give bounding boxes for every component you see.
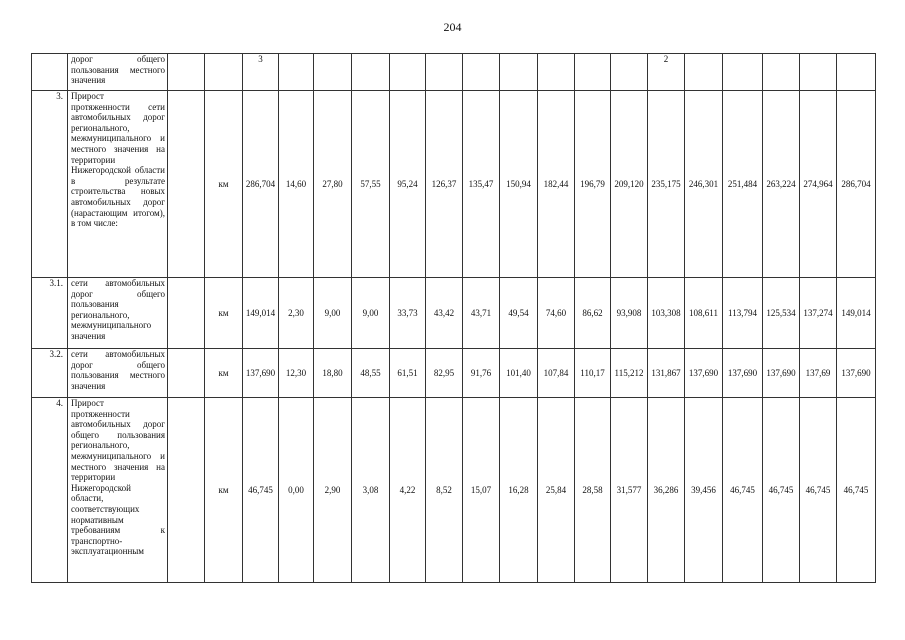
value-cell: 150,94 (500, 91, 538, 278)
indicator-name-cell: дорог общего пользования местного значения (68, 54, 168, 91)
value-cell: 137,690 (243, 349, 279, 398)
table-row (32, 278, 876, 349)
value-cell: 27,80 (314, 91, 352, 278)
value-cell: 2 (648, 54, 685, 91)
value-cell (314, 54, 352, 91)
value-cell: 286,704 (243, 91, 279, 278)
unit-cell: км (205, 91, 243, 278)
value-cell: 107,84 (538, 349, 575, 398)
row-number-cell: 3.1. (32, 278, 68, 349)
value-cell: 209,120 (611, 91, 648, 278)
data-table (31, 53, 876, 583)
unit-cell: км (205, 278, 243, 349)
value-cell (800, 54, 837, 91)
value-cell: 286,704 (837, 91, 876, 278)
value-cell: 135,47 (463, 91, 500, 278)
value-cell: 86,62 (575, 278, 611, 349)
value-cell: 251,484 (723, 91, 763, 278)
value-cell: 137,690 (763, 349, 800, 398)
unit-cell (205, 54, 243, 91)
value-cell: 33,73 (390, 278, 426, 349)
indicator-name-cell: Прирост протяженности автомобильных дорог общего пользования регионального, межмуниципального и местного значения на территории Нижегородской области, соответствующих нормативным требованиям к транспортно-эксплуатационным (68, 398, 168, 583)
value-cell: 61,51 (390, 349, 426, 398)
value-cell: 103,308 (648, 278, 685, 349)
value-cell (575, 54, 611, 91)
value-cell: 2,90 (314, 398, 352, 583)
value-cell: 48,55 (352, 349, 390, 398)
value-cell: 82,95 (426, 349, 463, 398)
value-cell: 196,79 (575, 91, 611, 278)
indicator-name-cell: сети автомобильных дорог общего пользования регионального, межмуниципального значения (68, 278, 168, 349)
value-cell (837, 54, 876, 91)
value-cell: 46,745 (763, 398, 800, 583)
value-cell: 3,08 (352, 398, 390, 583)
value-cell: 149,014 (243, 278, 279, 349)
table-row (32, 91, 876, 278)
value-cell: 115,212 (611, 349, 648, 398)
value-cell (426, 54, 463, 91)
value-cell: 101,40 (500, 349, 538, 398)
value-cell (763, 54, 800, 91)
value-cell (611, 54, 648, 91)
value-cell: 12,30 (279, 349, 314, 398)
value-cell: 182,44 (538, 91, 575, 278)
value-cell: 57,55 (352, 91, 390, 278)
value-cell: 0,00 (279, 398, 314, 583)
table-row (32, 398, 876, 583)
value-cell: 43,71 (463, 278, 500, 349)
value-cell: 31,577 (611, 398, 648, 583)
value-cell: 91,76 (463, 349, 500, 398)
value-cell: 149,014 (837, 278, 876, 349)
unit-cell: км (205, 398, 243, 583)
value-cell (463, 54, 500, 91)
value-cell (279, 54, 314, 91)
empty-cell (168, 54, 205, 91)
row-number-cell: 4. (32, 398, 68, 583)
row-number-cell: 3. (32, 91, 68, 278)
value-cell (352, 54, 390, 91)
table-row (32, 54, 876, 91)
value-cell (723, 54, 763, 91)
value-cell: 137,690 (723, 349, 763, 398)
page-number: 204 (443, 20, 462, 34)
value-cell: 274,964 (800, 91, 837, 278)
value-cell: 49,54 (500, 278, 538, 349)
value-cell: 14,60 (279, 91, 314, 278)
empty-cell (168, 349, 205, 398)
value-cell: 246,301 (685, 91, 723, 278)
value-cell: 46,745 (837, 398, 876, 583)
value-cell: 131,867 (648, 349, 685, 398)
table-row (32, 349, 876, 398)
value-cell: 137,69 (800, 349, 837, 398)
value-cell: 235,175 (648, 91, 685, 278)
value-cell: 28,58 (575, 398, 611, 583)
value-cell: 137,690 (685, 349, 723, 398)
value-cell (538, 54, 575, 91)
value-cell: 263,224 (763, 91, 800, 278)
value-cell (685, 54, 723, 91)
value-cell: 15,07 (463, 398, 500, 583)
value-cell: 2,30 (279, 278, 314, 349)
empty-cell (168, 398, 205, 583)
value-cell: 137,690 (837, 349, 876, 398)
value-cell: 110,17 (575, 349, 611, 398)
value-cell: 125,534 (763, 278, 800, 349)
value-cell: 16,28 (500, 398, 538, 583)
value-cell: 74,60 (538, 278, 575, 349)
value-cell: 9,00 (314, 278, 352, 349)
row-number-cell: 3.2. (32, 349, 68, 398)
value-cell: 46,745 (723, 398, 763, 583)
value-cell: 4,22 (390, 398, 426, 583)
value-cell: 108,611 (685, 278, 723, 349)
value-cell: 8,52 (426, 398, 463, 583)
value-cell: 43,42 (426, 278, 463, 349)
value-cell: 126,37 (426, 91, 463, 278)
value-cell: 36,286 (648, 398, 685, 583)
value-cell (390, 54, 426, 91)
value-cell: 95,24 (390, 91, 426, 278)
indicator-name-cell: сети автомобильных дорог общего пользования местного значения (68, 349, 168, 398)
value-cell: 25,84 (538, 398, 575, 583)
value-cell: 113,794 (723, 278, 763, 349)
value-cell: 137,274 (800, 278, 837, 349)
indicator-name-cell: Прирост протяженности сети автомобильных дорог регионального, межмуниципального и местного значения на территории Нижегородской области в результате строительства новых автомобильных дорог (нарастающим итогом), в том числе: (68, 91, 168, 278)
value-cell (500, 54, 538, 91)
value-cell: 9,00 (352, 278, 390, 349)
value-cell: 46,745 (800, 398, 837, 583)
value-cell: 46,745 (243, 398, 279, 583)
value-cell: 3 (243, 54, 279, 91)
empty-cell (168, 278, 205, 349)
empty-cell (168, 91, 205, 278)
row-number-cell (32, 54, 68, 91)
value-cell: 93,908 (611, 278, 648, 349)
value-cell: 39,456 (685, 398, 723, 583)
unit-cell: км (205, 349, 243, 398)
value-cell: 18,80 (314, 349, 352, 398)
